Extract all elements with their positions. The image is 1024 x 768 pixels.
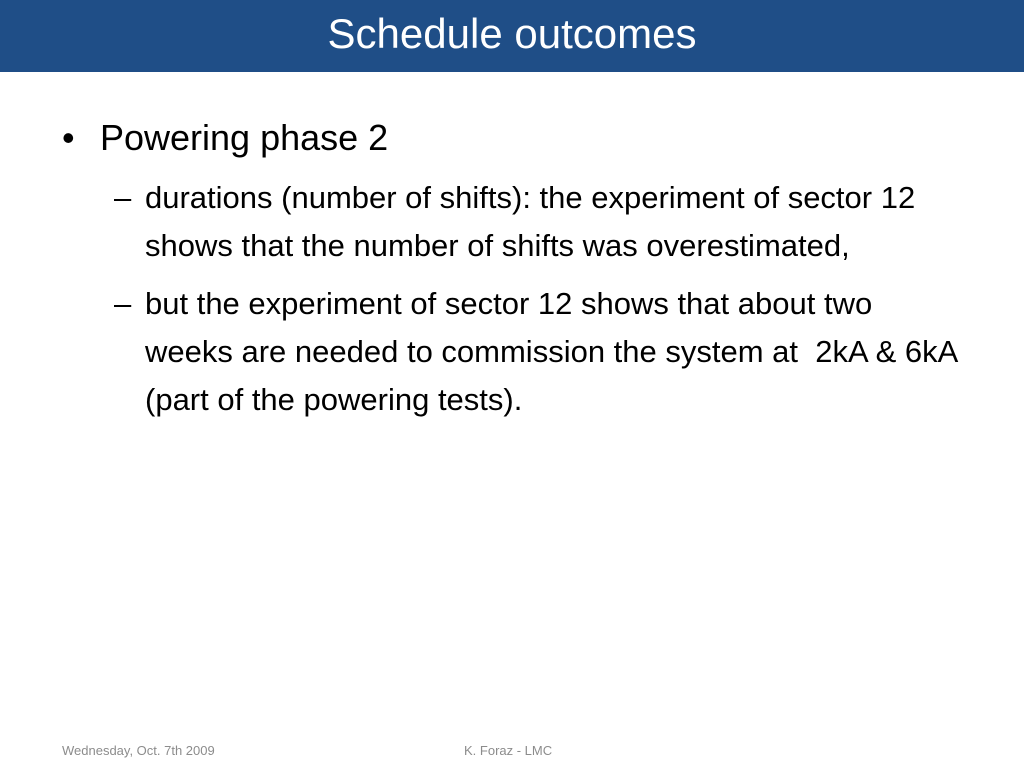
sub-bullet-text: but the experiment of sector 12 shows that about two weeks are needed to commission the system at 2kA & 6kA (part of the powering tests). bbox=[145, 286, 966, 417]
footer-author: K. Foraz - LMC bbox=[464, 743, 553, 758]
footer-date: Wednesday, Oct. 7th 2009 bbox=[62, 743, 215, 758]
sub-bullet-text: durations (number of shifts): the experiment of sector 12 shows that the number of shifts was overestimated, bbox=[145, 180, 916, 263]
bullet-item bbox=[62, 114, 962, 162]
sub-bullet-marker: – bbox=[114, 286, 132, 321]
bullet-marker: • bbox=[62, 117, 75, 158]
title-bar bbox=[0, 0, 1024, 72]
sub-bullet-item bbox=[114, 174, 963, 270]
sub-bullet-item bbox=[114, 280, 966, 424]
slide-title: Schedule outcomes bbox=[327, 10, 697, 57]
bullet-text: Powering phase 2 bbox=[100, 117, 389, 158]
sub-bullet-marker: – bbox=[114, 180, 132, 215]
slide-content bbox=[62, 114, 966, 424]
